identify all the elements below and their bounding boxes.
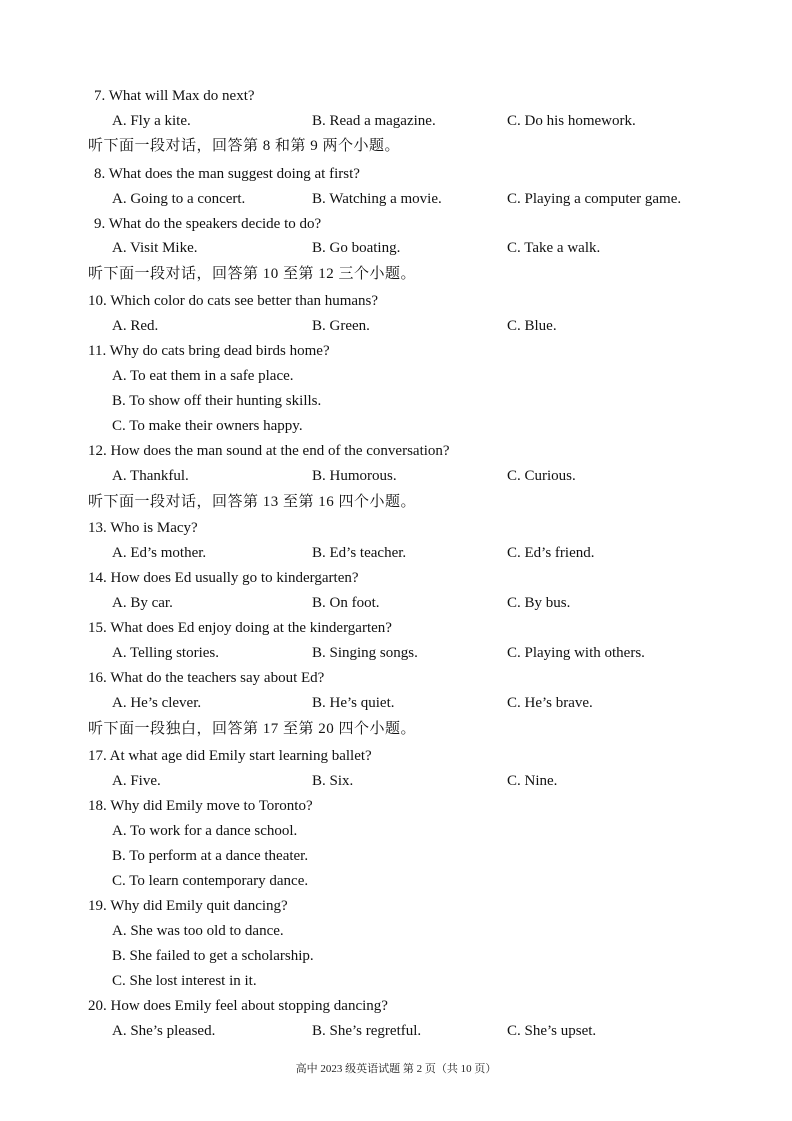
question-text: 16. What do the teachers say about Ed?: [88, 670, 325, 686]
option-line: A. To eat them in a safe place.: [112, 368, 294, 384]
option-b: B. Singing songs.: [312, 645, 418, 661]
option-c: C. Curious.: [507, 468, 576, 484]
option-a: A. She’s pleased.: [112, 1023, 216, 1039]
option-line: B. She failed to get a scholarship.: [112, 948, 314, 964]
option-a: A. Fly a kite.: [112, 113, 191, 129]
question-text: 13. Who is Macy?: [88, 520, 198, 536]
section-instruction: 听下面一段对话，回答第 8 和第 9 两个小题。: [88, 138, 401, 154]
option-b: B. She’s regretful.: [312, 1023, 422, 1039]
option-a: A. Thankful.: [112, 468, 189, 484]
option-b: B. Read a magazine.: [312, 113, 436, 129]
option-c: C. He’s brave.: [507, 695, 593, 711]
option-b: B. Green.: [312, 318, 370, 334]
option-line: C. She lost interest in it.: [112, 973, 257, 989]
question-text: 18. Why did Emily move to Toronto?: [88, 798, 313, 814]
option-c: C. She’s upset.: [507, 1023, 597, 1039]
option-a: A. Going to a concert.: [112, 191, 246, 207]
option-line: C. To make their owners happy.: [112, 418, 303, 434]
page-footer: 高中 2023 级英语试题 第 2 页（共 10 页）: [295, 1063, 497, 1075]
question-text: 15. What does Ed enjoy doing at the kindergarten?: [88, 620, 392, 636]
question-text: 17. At what age did Emily start learning ballet?: [88, 748, 372, 764]
option-line: B. To show off their hunting skills.: [112, 393, 322, 409]
option-line: B. To perform at a dance theater.: [112, 848, 309, 864]
option-a: A. He’s clever.: [112, 695, 202, 711]
option-c: C. By bus.: [507, 595, 571, 611]
option-c: C. Ed’s friend.: [507, 545, 595, 561]
option-a: A. Ed’s mother.: [112, 545, 207, 561]
option-b: B. Six.: [312, 773, 354, 789]
question-text: 14. How does Ed usually go to kindergarten?: [88, 570, 359, 586]
section-instruction: 听下面一段对话，回答第 10 至第 12 三个小题。: [88, 266, 417, 282]
question-text: 19. Why did Emily quit dancing?: [88, 898, 288, 914]
option-b: B. He’s quiet.: [312, 695, 395, 711]
option-b: B. Watching a movie.: [312, 191, 442, 207]
option-a: A. Telling stories.: [112, 645, 219, 661]
option-b: B. Go boating.: [312, 240, 401, 256]
question-text: 9. What do the speakers decide to do?: [94, 216, 322, 232]
option-c: C. Nine.: [507, 773, 558, 789]
option-a: A. Five.: [112, 773, 161, 789]
option-a: A. Red.: [112, 318, 159, 334]
section-instruction: 听下面一段对话，回答第 13 至第 16 四个小题。: [88, 494, 417, 510]
question-text: 8. What does the man suggest doing at first?: [94, 166, 360, 182]
option-b: B. On foot.: [312, 595, 380, 611]
option-line: C. To learn contemporary dance.: [112, 873, 309, 889]
section-instruction: 听下面一段独白，回答第 17 至第 20 四个小题。: [88, 721, 417, 737]
option-c: C. Blue.: [507, 318, 557, 334]
question-text: 20. How does Emily feel about stopping dancing?: [88, 998, 388, 1014]
question-text: 12. How does the man sound at the end of the conversation?: [88, 443, 450, 459]
option-line: A. To work for a dance school.: [112, 823, 298, 839]
option-b: B. Ed’s teacher.: [312, 545, 407, 561]
option-line: A. She was too old to dance.: [112, 923, 284, 939]
option-b: B. Humorous.: [312, 468, 397, 484]
option-a: A. Visit Mike.: [112, 240, 198, 256]
option-a: A. By car.: [112, 595, 173, 611]
question-text: 7. What will Max do next?: [94, 88, 255, 104]
question-text: 11. Why do cats bring dead birds home?: [88, 343, 330, 359]
option-c: C. Take a walk.: [507, 240, 601, 256]
option-c: C. Playing a computer game.: [507, 191, 682, 207]
option-c: C. Do his homework.: [507, 113, 636, 129]
option-c: C. Playing with others.: [507, 645, 645, 661]
question-text: 10. Which color do cats see better than humans?: [88, 293, 379, 309]
